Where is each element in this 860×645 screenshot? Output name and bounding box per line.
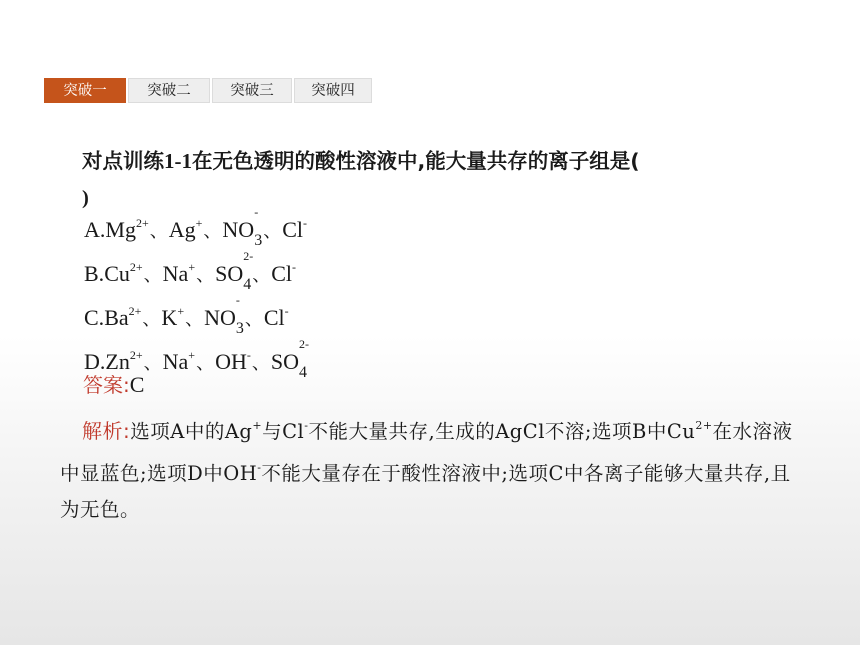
ion: SO <box>215 261 244 286</box>
option-d-prefix: D. <box>84 349 106 374</box>
ion: OH <box>215 349 247 374</box>
ion-subscript: 3 <box>235 320 244 337</box>
separator: 、 <box>143 265 162 286</box>
ion-charge: + <box>188 260 196 274</box>
ion: Na <box>162 349 189 374</box>
ion-subscript: 4 <box>243 276 252 293</box>
section-tabs <box>44 78 372 103</box>
separator: 、 <box>143 353 162 374</box>
analysis-text: 与Cl <box>262 420 305 443</box>
analysis-text: 不能大量存在于酸性溶液中;选项C中各离子能够大量共存,且为无色。 <box>60 462 791 521</box>
ion-charge: 2- <box>298 337 309 351</box>
ion: SO <box>270 349 299 374</box>
question-text: 在无色透明的酸性溶液中,能大量共存的离子组是( <box>192 149 640 173</box>
ion-charge: + <box>188 348 196 362</box>
ion-charge: - <box>257 461 262 474</box>
option-b <box>84 249 297 293</box>
option-c <box>84 293 289 337</box>
ion-supsub <box>235 293 244 337</box>
ion-subscript: 3 <box>254 232 263 249</box>
separator: 、 <box>251 353 270 374</box>
analysis-label: 解析: <box>82 419 131 443</box>
ion-charge: 2+ <box>129 260 143 274</box>
ion-charge: - <box>235 293 240 307</box>
ion-supsub <box>243 249 254 293</box>
ion: K <box>161 305 178 330</box>
ion-charge: - <box>302 216 307 230</box>
ion: Cu <box>104 261 130 286</box>
answer <box>83 370 144 400</box>
ion-charge: - <box>304 419 309 432</box>
tab-breakthrough-4[interactable]: 突破四 <box>294 78 372 103</box>
separator: 、 <box>263 221 282 242</box>
ion-supsub <box>298 337 309 381</box>
ion-supsub <box>254 205 263 249</box>
ion: Na <box>162 261 189 286</box>
ion-charge: - <box>284 304 289 318</box>
ion-charge: 2+ <box>135 216 149 230</box>
ion: Cl <box>282 217 303 242</box>
option-a <box>84 205 307 249</box>
analysis <box>60 408 800 528</box>
ion-charge: 2+ <box>128 304 142 318</box>
ion: NO <box>222 217 255 242</box>
separator: 、 <box>142 309 161 330</box>
option-b-prefix: B. <box>84 261 105 286</box>
separator: 、 <box>203 221 222 242</box>
ion-charge: + <box>252 419 263 432</box>
ion: Cl <box>263 305 285 330</box>
ion-subscript: 4 <box>298 364 307 381</box>
option-c-prefix: C. <box>84 305 105 330</box>
separator: 、 <box>252 265 271 286</box>
ion-charge: + <box>195 216 203 230</box>
separator: 、 <box>149 221 168 242</box>
analysis-text: 在水溶液中显蓝色;选项D中OH <box>60 420 793 485</box>
ion-charge: 2+ <box>695 419 713 432</box>
answer-value: C <box>129 372 145 397</box>
ion-charge: - <box>246 348 251 362</box>
answer-label: 答案: <box>83 373 130 397</box>
question-label: 对点训练 <box>82 149 164 173</box>
ion-charge: - <box>254 205 259 219</box>
ion-charge: 2- <box>243 249 254 263</box>
ion-charge: 2+ <box>129 348 143 362</box>
tab-breakthrough-3[interactable]: 突破三 <box>212 78 292 103</box>
separator: 、 <box>244 309 263 330</box>
ion-charge: - <box>292 260 297 274</box>
ion: Ba <box>104 305 129 330</box>
tab-breakthrough-1[interactable]: 突破一 <box>44 78 126 103</box>
ion: NO <box>204 305 236 330</box>
ion: Ag <box>168 217 196 242</box>
analysis-text: 不能大量共存,生成的AgCl不溶;选项B中Cu <box>308 420 696 443</box>
question-close-paren: ) <box>82 187 89 209</box>
ion: Zn <box>105 349 130 374</box>
ion: Cl <box>271 261 293 286</box>
separator: 、 <box>196 353 215 374</box>
separator: 、 <box>185 309 204 330</box>
question-stem <box>82 143 802 219</box>
tab-breakthrough-2[interactable]: 突破二 <box>128 78 210 103</box>
option-a-prefix: A. <box>84 217 106 242</box>
question-number: 1-1 <box>164 149 192 173</box>
ion: Mg <box>105 217 136 242</box>
separator: 、 <box>196 265 215 286</box>
ion-charge: + <box>177 304 185 318</box>
analysis-text: 选项A中的Ag <box>130 420 253 443</box>
